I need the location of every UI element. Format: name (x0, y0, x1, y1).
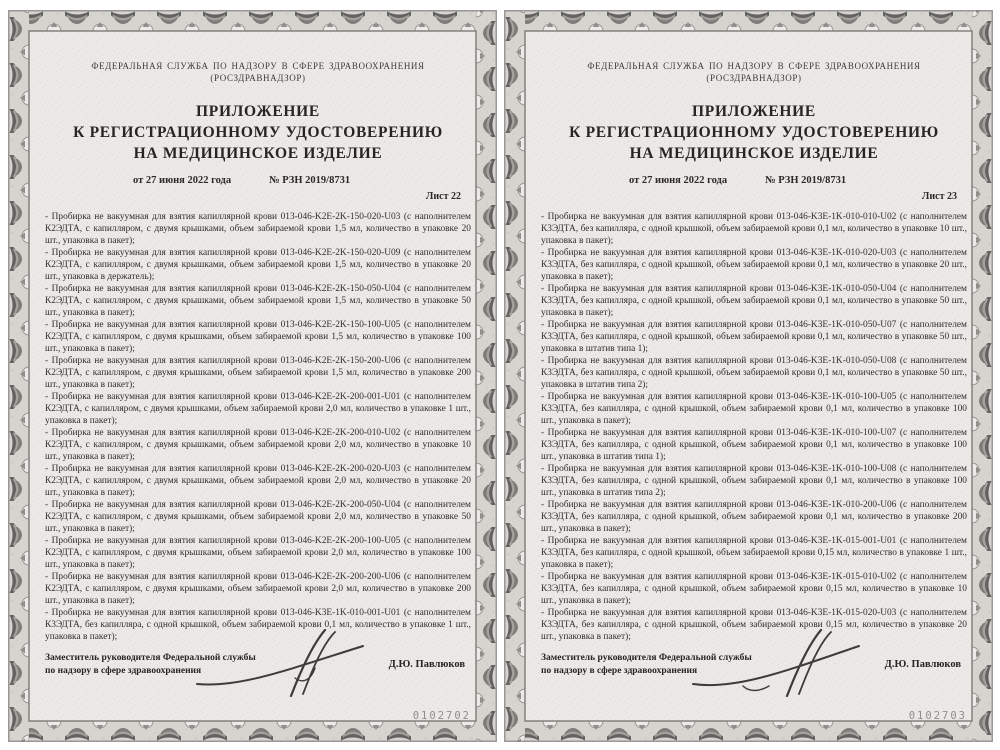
title-line1: ПРИЛОЖЕНИЕ (196, 103, 320, 120)
product-item: - Пробирка не вакуумная для взятия капиллярной крови 013-046-K3E-1K-010-010-U02 (с наполнителем К3ЭДТА, без капилляра, с одной крышкой, объем забираемой крови 0,1 мл, количество в упаковке 10 шт., упаковка в пакет); (541, 212, 967, 246)
stamp-serial-number: 0102703 (908, 710, 967, 722)
registration-number: № РЗН 2019/8731 (269, 175, 351, 186)
certificate-sheet-23 (504, 10, 993, 742)
product-item: - Пробирка не вакуумная для взятия капиллярной крови 013-046-K3E-1K-010-100-U08 (с наполнителем К3ЭДТА, без капилляра, с одной крышкой, объем забираемой крови 0,1 мл, количество в упаковке 100 шт., упаковка в штатив типа 2); (541, 464, 967, 498)
issue-date: от 27 июня 2022 года (629, 175, 728, 186)
page-content (525, 31, 972, 721)
product-list (541, 211, 967, 643)
signer-name: Д.Ю. Павлюков (388, 659, 465, 670)
product-item: - Пробирка не вакуумная для взятия капиллярной крови 013-046-K3E-1K-015-020-U03 (с наполнителем К3ЭДТА, без капилляра, с одной крышкой, объем забираемой крови 0,15 мл, количество в упаковке 20 шт., упаковка в пакет); (541, 608, 967, 642)
product-item: - Пробирка не вакуумная для взятия капиллярной крови 013-046-K3E-1K-015-001-U01 (с наполнителем К3ЭДТА, без капилляра, с одной крышкой, объем забираемой крови 0,15 мл, количество в упаковке 1 шт., упаковка в пакет); (541, 536, 967, 570)
product-item: - Пробирка не вакуумная для взятия капиллярной крови 013-046-K3E-1K-010-050-U04 (с наполнителем К3ЭДТА, без капилляра, с одной крышкой, объем забираемой крови 0,1 мл, количество в упаковке 50 шт., упаковка в пакет); (541, 284, 967, 318)
document-title (541, 101, 967, 164)
product-item: - Пробирка не вакуумная для взятия капиллярной крови 013-046-K2E-2K-200-001-U01 (с наполнителем К2ЭДТА, с капилляром, с двумя крышками, объем забираемой крови 2,0 мл, количество в упаковке 1 шт., упаковка в пакет); (45, 392, 471, 426)
signatory-title (541, 652, 752, 677)
signatory-title-line2: по надзору в сфере здравоохранения (45, 665, 202, 676)
product-item: - Пробирка не вакуумная для взятия капиллярной крови 013-046-K2E-2K-150-050-U04 (с наполнителем К2ЭДТА, с капилляром, с двумя крышками, объем забираемой крови 1,5 мл, количество в упаковке 50 шт., упаковка в пакет); (45, 284, 471, 318)
signature-block (45, 652, 471, 677)
sheet-number: Лист 22 (425, 191, 461, 202)
date-number-row (541, 175, 967, 186)
signer-name: Д.Ю. Павлюков (884, 659, 961, 670)
product-item: - Пробирка не вакуумная для взятия капиллярной крови 013-046-K2E-2K-200-010-U02 (с наполнителем К2ЭДТА, с капилляром, с двумя крышками, объем забираемой крови 2,0 мл, количество в упаковке 10 шт., упаковка в пакет); (45, 428, 471, 462)
title-line1: ПРИЛОЖЕНИЕ (692, 103, 816, 120)
product-item: - Пробирка не вакуумная для взятия капиллярной крови 013-046-K2E-2K-150-200-U06 (с наполнителем К2ЭДТА, с капилляром, с двумя крышками, объем забираемой крови 1,5 мл, количество в упаковке 200 шт., упаковка в пакет); (45, 356, 471, 390)
signatory-title-line2: по надзору в сфере здравоохранения (541, 665, 698, 676)
product-item: - Пробирка не вакуумная для взятия капиллярной крови 013-046-K2E-2K-200-200-U06 (с наполнителем К2ЭДТА, с капилляром, с двумя крышками, объем забираемой крови 2,0 мл, количество в упаковке 200 шт., упаковка в пакет); (45, 572, 471, 606)
sheet-number: Лист 23 (921, 191, 957, 202)
product-item: - Пробирка не вакуумная для взятия капиллярной крови 013-046-K3E-1K-010-200-U06 (с наполнителем К3ЭДТА, без капилляра, с одной крышкой, объем забираемой крови 0,1 мл, количество в упаковке 200 шт., упаковка в пакет); (541, 500, 967, 534)
agency-line1: ФЕДЕРАЛЬНАЯ СЛУЖБА ПО НАДЗОРУ В СФЕРЕ ЗДРАВООХРАНЕНИЯ (587, 61, 921, 71)
stamp-serial-number: 0102702 (412, 710, 471, 722)
certificate-sheet-22 (8, 10, 497, 742)
product-item: - Пробирка не вакуумная для взятия капиллярной крови 013-046-K2E-2K-200-100-U05 (с наполнителем К2ЭДТА, с капилляром, с двумя крышками, объем забираемой крови 2,0 мл, количество в упаковке 100 шт., упаковка в пакет); (45, 536, 471, 570)
agency-line2: (РОСЗДРАВНАДЗОР) (210, 72, 306, 83)
product-item: - Пробирка не вакуумная для взятия капиллярной крови 013-046-K3E-1K-010-001-U01 (с наполнителем К3ЭДТА, без капилляра, с одной крышкой, объем забираемой крови 0,1 мл, количество в упаковке 1 шт., упаковка в пакет); (45, 608, 471, 642)
product-item: - Пробирка не вакуумная для взятия капиллярной крови 013-046-K3E-1K-010-020-U03 (с наполнителем К3ЭДТА, без капилляра, с одной крышкой, объем забираемой крови 0,1 мл, количество в упаковке 20 шт., упаковка в пакет); (541, 248, 967, 282)
product-item: - Пробирка не вакуумная для взятия капиллярной крови 013-046-K3E-1K-010-050-U07 (с наполнителем К3ЭДТА, без капилляра, с одной крышкой, объем забираемой крови 0,1 мл, количество в упаковке 50 шт., упаковка в штатив типа 1); (541, 320, 967, 354)
product-list (45, 211, 471, 643)
product-item: - Пробирка не вакуумная для взятия капиллярной крови 013-046-K2E-2K-150-020-U03 (с наполнителем К2ЭДТА, с капилляром, с двумя крышками, объем забираемой крови 1,5 мл, количество в упаковке 20 шт., упаковка в пакет); (45, 212, 471, 246)
product-item: - Пробирка не вакуумная для взятия капиллярной крови 013-046-K3E-1K-015-010-U02 (с наполнителем К3ЭДТА, без капилляра, с одной крышкой, объем забираемой крови 0,15 мл, количество в упаковке 10 шт., упаковка в пакет); (541, 572, 967, 606)
title-line3: НА МЕДИЦИНСКОЕ ИЗДЕЛИЕ (629, 145, 879, 162)
product-item: - Пробирка не вакуумная для взятия капиллярной крови 013-046-K3E-1K-010-050-U08 (с наполнителем К3ЭДТА, без капилляра, с одной крышкой, объем забираемой крови 0,1 мл, количество в упаковке 50 шт., упаковка в штатив типа 2); (541, 356, 967, 390)
product-item: - Пробирка не вакуумная для взятия капиллярной крови 013-046-K2E-2K-150-020-U09 (с наполнителем К2ЭДТА, с капилляром, с двумя крышками, объем забираемой крови 1,5 мл, количество в упаковке 20 шт., упаковка в держатель); (45, 248, 471, 282)
agency-name (45, 61, 471, 84)
product-item: - Пробирка не вакуумная для взятия капиллярной крови 013-046-K3E-1K-010-100-U07 (с наполнителем К3ЭДТА, без капилляра, с одной крышкой, объем забираемой крови 0,1 мл, количество в упаковке 100 шт., упаковка в штатив типа 1); (541, 428, 967, 462)
document-title (45, 101, 471, 164)
title-line2: К РЕГИСТРАЦИОННОМУ УДОСТОВЕРЕНИЮ (569, 124, 939, 141)
issue-date: от 27 июня 2022 года (133, 175, 232, 186)
signatory-title (45, 652, 256, 677)
title-line2: К РЕГИСТРАЦИОННОМУ УДОСТОВЕРЕНИЮ (73, 124, 443, 141)
page-content (29, 31, 476, 721)
title-line3: НА МЕДИЦИНСКОЕ ИЗДЕЛИЕ (133, 145, 383, 162)
product-item: - Пробирка не вакуумная для взятия капиллярной крови 013-046-K2E-2K-150-100-U05 (с наполнителем К2ЭДТА, с капилляром, с двумя крышками, объем забираемой крови 1,5 мл, количество в упаковке 100 шт., упаковка в пакет); (45, 320, 471, 354)
agency-line1: ФЕДЕРАЛЬНАЯ СЛУЖБА ПО НАДЗОРУ В СФЕРЕ ЗДРАВООХРАНЕНИЯ (91, 61, 425, 71)
signature-block (541, 652, 967, 677)
product-item: - Пробирка не вакуумная для взятия капиллярной крови 013-046-K2E-2K-200-020-U03 (с наполнителем К2ЭДТА, с капилляром, с двумя крышками, объем забираемой крови 2,0 мл, количество в упаковке 20 шт., упаковка в пакет); (45, 464, 471, 498)
product-item: - Пробирка не вакуумная для взятия капиллярной крови 013-046-K3E-1K-010-100-U05 (с наполнителем К3ЭДТА, без капилляра, с одной крышкой, объем забираемой крови 0,1 мл, количество в упаковке 100 шт., упаковка в пакет); (541, 392, 967, 426)
registration-number: № РЗН 2019/8731 (765, 175, 847, 186)
signatory-title-line1: Заместитель руководителя Федеральной службы (45, 653, 256, 663)
product-item: - Пробирка не вакуумная для взятия капиллярной крови 013-046-K2E-2K-200-050-U04 (с наполнителем К2ЭДТА, с капилляром, с двумя крышками, объем забираемой крови 2,0 мл, количество в упаковке 50 шт., упаковка в пакет); (45, 500, 471, 534)
date-number-row (45, 175, 471, 186)
signatory-title-line1: Заместитель руководителя Федеральной службы (541, 653, 752, 663)
agency-name (541, 61, 967, 84)
agency-line2: (РОСЗДРАВНАДЗОР) (706, 72, 802, 83)
